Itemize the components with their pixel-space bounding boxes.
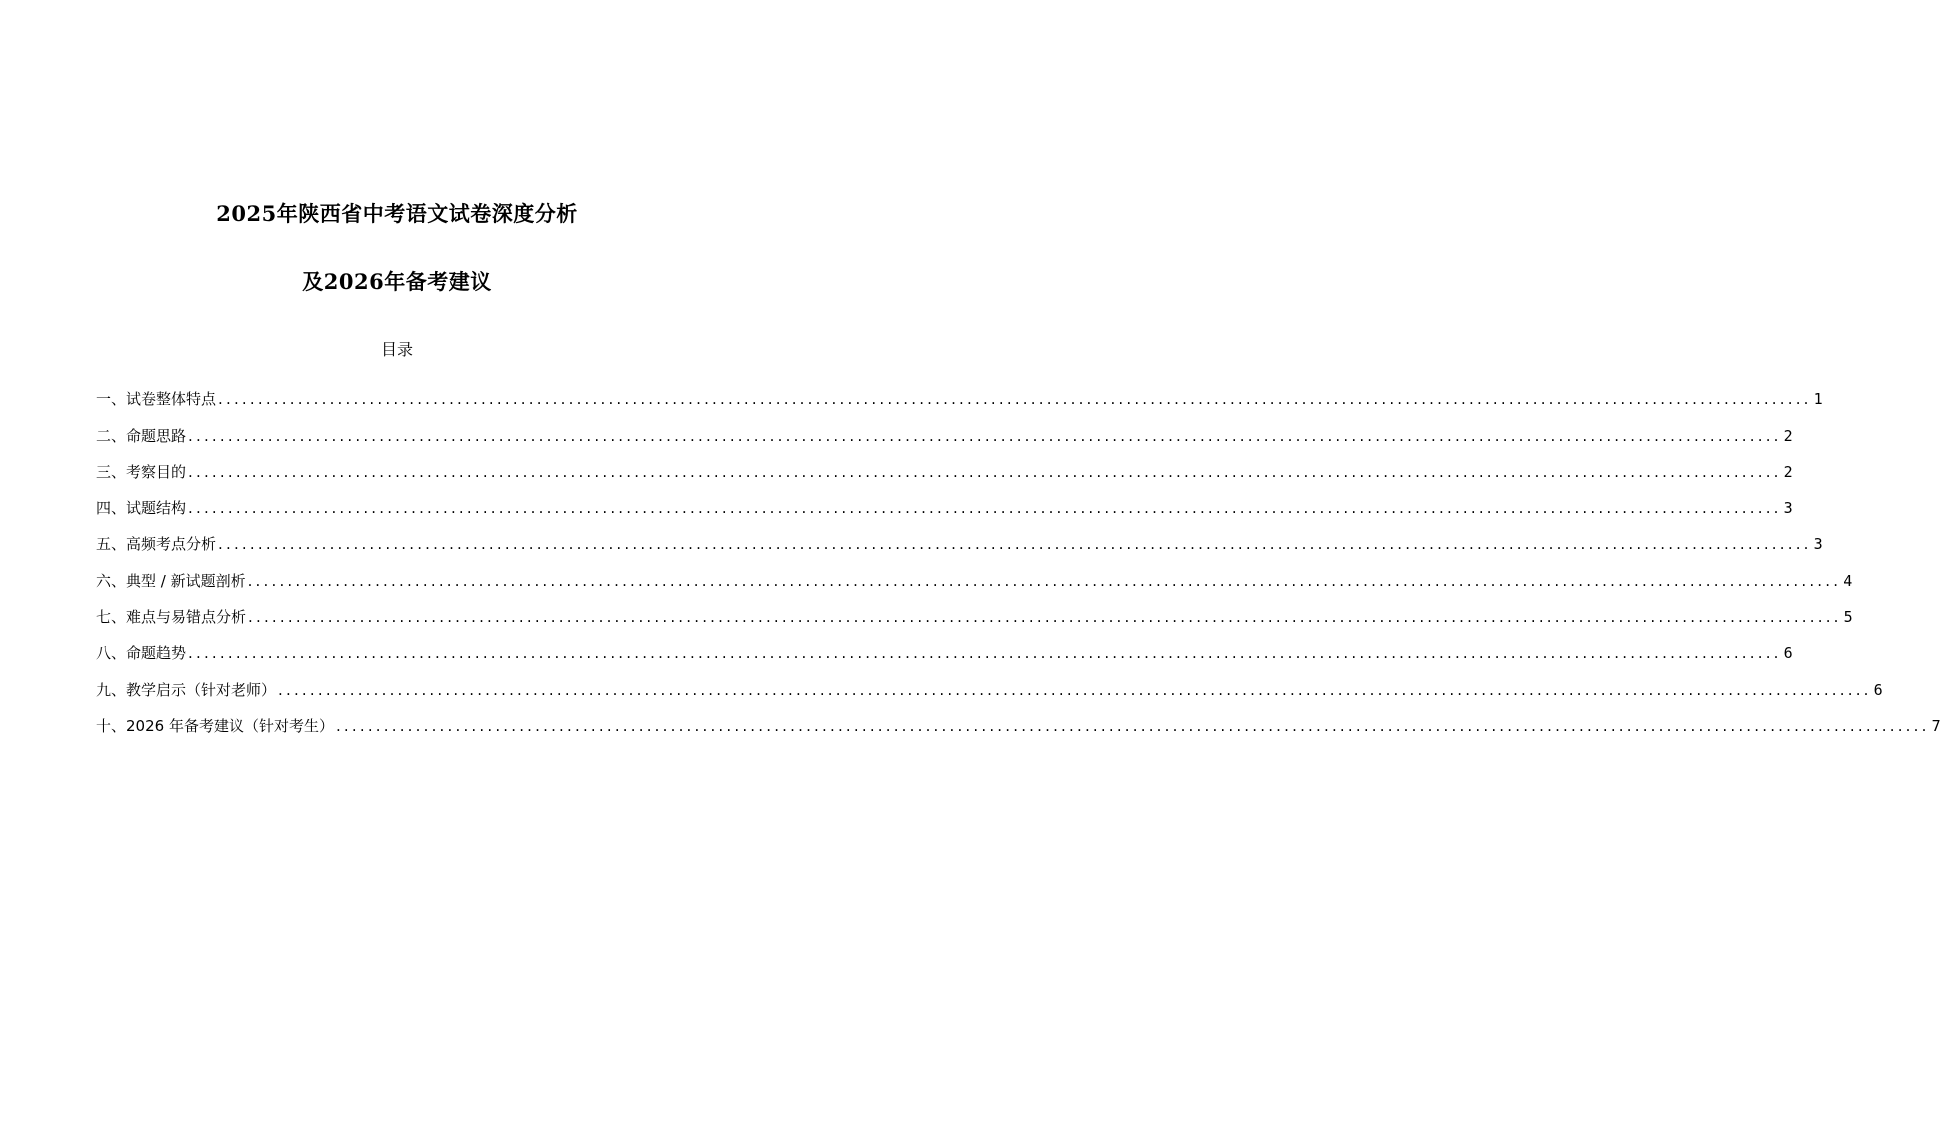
toc-leader-dots: ........................................................................................................................................................................................................ (188, 499, 1782, 518)
toc-entry[interactable] (96, 410, 1793, 446)
toc-entry-page: 6 (1873, 680, 1883, 699)
toc-leader-dots: ........................................................................................................................................................................................................ (248, 608, 1842, 627)
toc-entry[interactable] (96, 447, 1793, 483)
toc-entry-page: 4 (1843, 571, 1853, 590)
toc-entry[interactable] (96, 483, 1793, 519)
toc-leader-dots: ........................................................................................................................................................................................................ (188, 644, 1782, 663)
toc-entry-label: 三、考察目的 (96, 462, 187, 481)
toc-entry-label: 五、高频考点分析 (96, 535, 217, 554)
toc-entry[interactable] (96, 519, 1823, 555)
table-of-contents (96, 374, 1941, 737)
toc-entry-page: 3 (1813, 535, 1823, 554)
toc-entry-page: 7 (1931, 716, 1941, 735)
toc-entry-label: 十、2026 年备考建议（针对考生） (96, 716, 334, 735)
toc-leader-dots: ........................................................................................................................................................................................................ (188, 462, 1782, 481)
document-title-line-1: 2025年陕西省中考语文试卷深度分析 (216, 201, 578, 226)
toc-entry-label: 二、命题思路 (96, 426, 187, 445)
toc-entry-page: 2 (1783, 426, 1793, 445)
toc-entry-page: 3 (1783, 499, 1793, 518)
toc-leader-dots: ........................................................................................................................................................................................................ (335, 716, 1930, 735)
toc-entry[interactable] (96, 664, 1883, 700)
toc-entry[interactable] (96, 374, 1823, 410)
toc-entry-page: 2 (1783, 462, 1793, 481)
toc-leader-dots: ........................................................................................................................................................................................................ (247, 571, 1842, 590)
toc-entry[interactable] (96, 555, 1853, 591)
toc-entry[interactable] (96, 701, 1941, 737)
toc-entry-label: 四、试题结构 (96, 499, 187, 518)
toc-heading: 目录 (380, 340, 413, 359)
toc-entry-label: 八、命题趋势 (96, 644, 187, 663)
document-title-line-2: 及2026年备考建议 (302, 269, 492, 294)
toc-entry-label: 六、典型 / 新试题剖析 (96, 571, 246, 590)
toc-leader-dots: ........................................................................................................................................................................................................ (218, 535, 1812, 554)
toc-entry-label: 一、试卷整体特点 (96, 390, 217, 409)
toc-entry-page: 5 (1843, 608, 1853, 627)
toc-entry[interactable] (96, 592, 1853, 628)
toc-entry-label: 九、教学启示（针对老师） (96, 680, 277, 699)
toc-entry-page: 6 (1783, 644, 1793, 663)
toc-entry[interactable] (96, 628, 1793, 664)
toc-leader-dots: ........................................................................................................................................................................................................ (218, 390, 1812, 409)
toc-leader-dots: ........................................................................................................................................................................................................ (278, 680, 1872, 699)
toc-leader-dots: ........................................................................................................................................................................................................ (188, 426, 1782, 445)
toc-entry-page: 1 (1813, 390, 1823, 409)
toc-entry-label: 七、难点与易错点分析 (96, 608, 247, 627)
